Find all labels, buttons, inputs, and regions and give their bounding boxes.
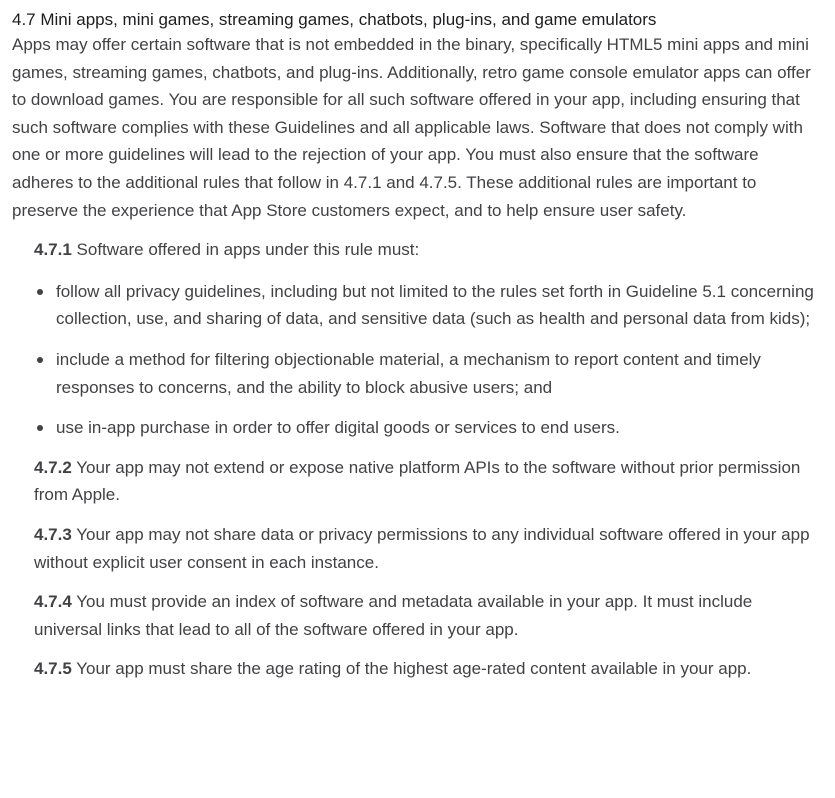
rule-4-7-3 [34,521,823,576]
rule-number: 4.7.4 [34,592,72,612]
rule-text: You must provide an index of software and metadata available in your app. It must include universal links that lead to all of the software offered in your app. [34,592,753,639]
rule-4-7-1-bullets [34,278,823,442]
rule-number: 4.7.1 [34,240,72,260]
rule-number: 4.7.2 [34,457,72,477]
list-item [34,414,823,442]
rule-4-7-1 [34,236,823,264]
rule-4-7-5 [34,655,823,683]
list-item-text: include a method for filtering objectionable material, a mechanism to report content and timely responses to concerns, and the ability to block abusive users; and [56,349,761,397]
rule-text: Your app may not extend or expose native platform APIs to the software without prior permission from Apple. [34,457,801,505]
list-item-text: follow all privacy guidelines, including but not limited to the rules set forth in Guideline 5.1 concerning collection, use, and sharing of data, and sensitive data (such as health and personal data from kids); [56,281,814,329]
list-item [34,278,823,333]
rule-text: Your app may not share data or privacy permissions to any individual software offered in your app without explicit user consent in each instance. [34,524,810,572]
rule-number: 4.7.3 [34,524,72,544]
rule-number: 4.7.5 [34,659,72,679]
list-item-text: use in-app purchase in order to offer digital goods or services to end users. [56,418,620,438]
bullet-icon [37,357,43,363]
section-title: 4.7 Mini apps, mini games, streaming games, chatbots, plug-ins, and game emulators [12,10,657,29]
rule-4-7-2 [34,454,823,509]
bullet-icon [37,289,43,295]
rule-text: Software offered in apps under this rule must: [71,240,420,260]
list-item [34,346,823,401]
rule-4-7-4 [34,588,823,643]
section-intro: Apps may offer certain software that is not embedded in the binary, specifically HTML5 mini apps and mini games, streaming games, chatbots, and plug-ins. Additionally, retro game console emulator apps can offer to download games. You are responsible for all such software offered in your app, including ensuring that such software complies with these Guidelines and all applicable laws. Software that does not comply with one or more guidelines will lead to the rejection of your app. You must also ensure that the software adheres to the additional rules that follow in 4.7.1 and 4.7.5. These additional rules are important to preserve the experience that App Store customers expect, and to help ensure user safety. [12,35,811,220]
rule-text: Your app must share the age rating of the highest age-rated content available in your app. [71,659,752,679]
bullet-icon [37,425,43,431]
rules-list [12,236,823,683]
